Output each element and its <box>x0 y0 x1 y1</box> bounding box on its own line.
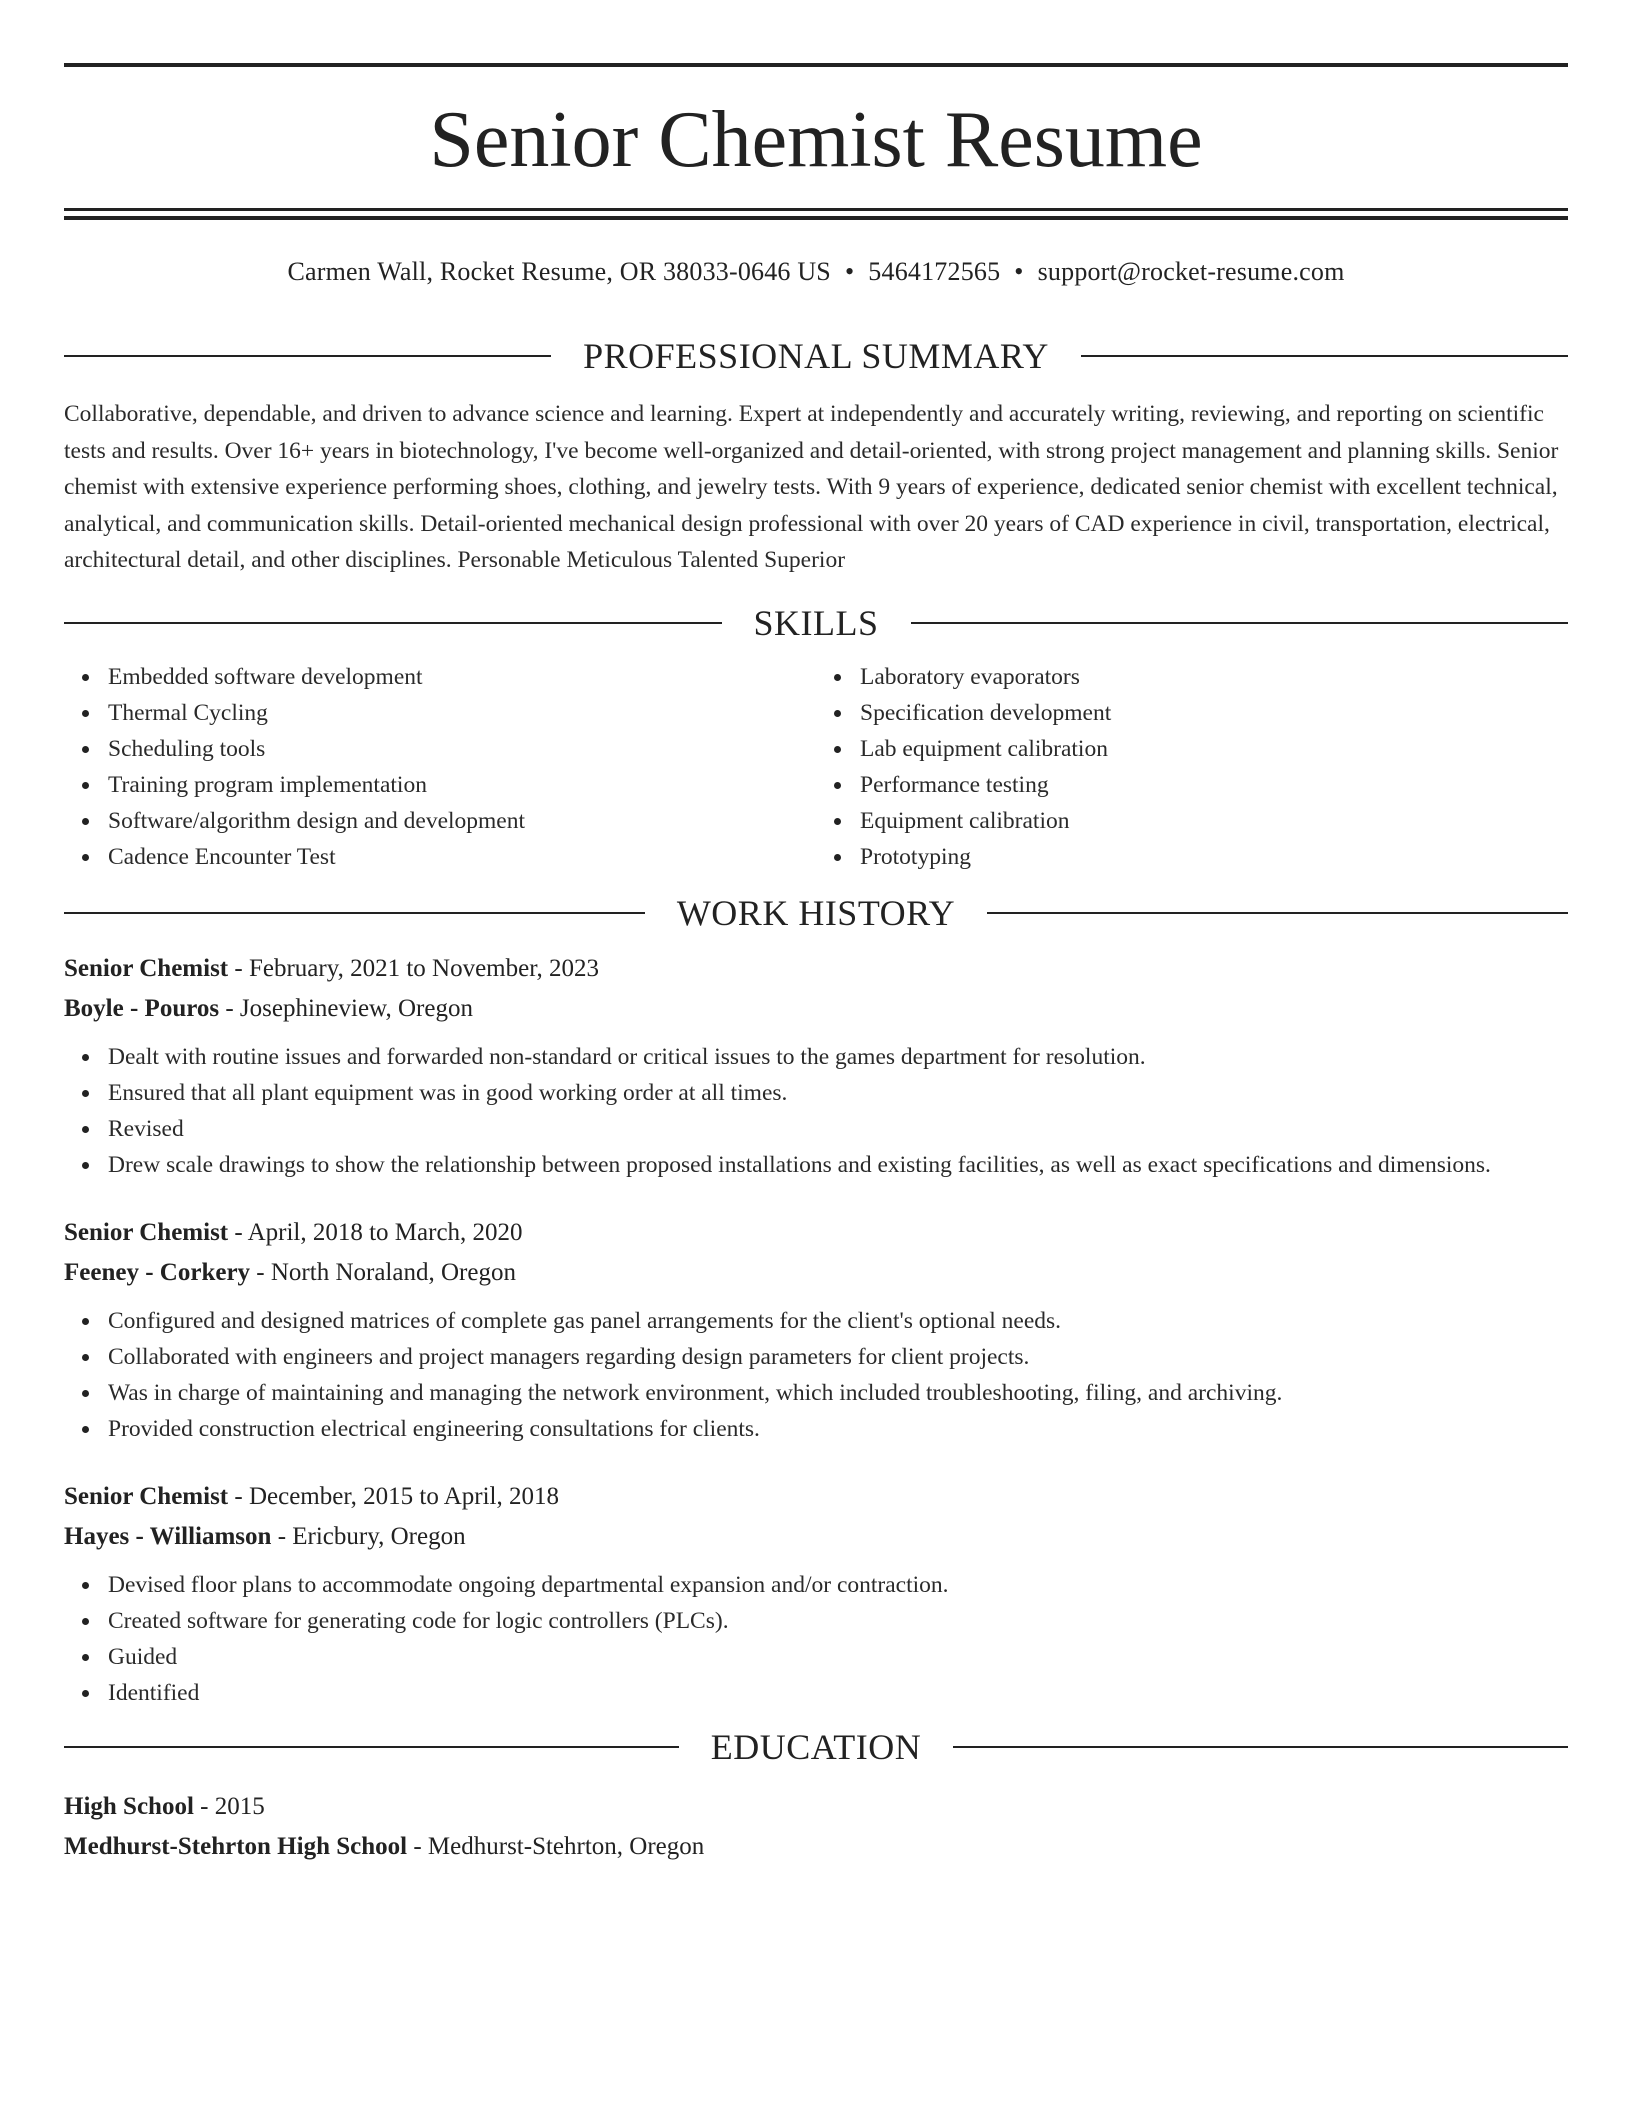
duty-item: Collaborated with engineers and project managers regarding design parameters for client projects. <box>108 1339 1568 1375</box>
heading-rule-right <box>953 1746 1568 1748</box>
summary-text: Collaborative, dependable, and driven to advance science and learning. Expert at independently and accurately writing, reviewing, and reporting on scientific tests and results. Over 16+ years in biotechnology, I've become well-organized and detail-oriented, with strong project management and planning skills. Senior chemist with extensive experience performing shoes, clothing, and jewelry tests. With 9 years of experience, dedicated senior chemist with excellent technical, analytical, and communication skills. Detail-oriented mechanical design professional with over 20 years of CAD experience in civil, transportation, electrical, architectural detail, and other disciplines. Personable Meticulous Talented Superior <box>64 401 1559 573</box>
job-title: Senior Chemist <box>64 1482 229 1510</box>
heading-rule-left <box>64 355 551 357</box>
resume-body <box>64 330 1568 1867</box>
skill-item: Embedded software development <box>108 659 816 695</box>
education-entry <box>64 1787 1568 1867</box>
duty-item: Configured and designed matrices of complete gas panel arrangements for the client's optional needs. <box>108 1303 1568 1339</box>
job-dates: December, 2015 to April, 2018 <box>248 1482 559 1510</box>
skills-heading-label: SKILLS <box>753 602 879 643</box>
contact-address: Carmen Wall, Rocket Resume, OR 38033-0646 US <box>287 257 831 286</box>
skill-item: Training program implementation <box>108 767 816 803</box>
education-degree: High School <box>64 1792 194 1820</box>
heading-rule-left <box>64 1746 679 1748</box>
skills-column-right <box>816 659 1568 875</box>
duty-item: Provided construction electrical engineering consultations for clients. <box>108 1411 1568 1447</box>
skill-item: Equipment calibration <box>860 803 1568 839</box>
job-title: Senior Chemist <box>64 1218 229 1246</box>
job-entry <box>64 1477 1568 1711</box>
job-company-line: Hayes - Williamson - Ericbury, Oregon <box>64 1522 466 1550</box>
duty-item: Created software for generating code for logic controllers (PLCs). <box>108 1603 1568 1639</box>
top-rule <box>64 63 1568 67</box>
job-company: Hayes - Williamson <box>64 1522 272 1550</box>
job-company-line: Feeney - Corkery - North Noraland, Oregon <box>64 1258 516 1286</box>
skill-item: Specification development <box>860 695 1568 731</box>
job-duties <box>64 1567 1568 1711</box>
job-title-line: Senior Chemist - February, 2021 to November, 2023 <box>64 954 600 982</box>
job-dates: February, 2021 to November, 2023 <box>248 954 600 982</box>
duty-item: Ensured that all plant equipment was in good working order at all times. <box>108 1075 1568 1111</box>
duty-item: Was in charge of maintaining and managing the network environment, which included troubleshooting, filing, and archiving. <box>108 1375 1568 1411</box>
job-entry <box>64 1213 1568 1447</box>
skill-item: Software/algorithm design and development <box>108 803 816 839</box>
education-school: Medhurst-Stehrton High School <box>64 1832 408 1860</box>
heading-rule-left <box>64 912 645 914</box>
title-rule-upper <box>64 208 1568 211</box>
education-location: Medhurst-Stehrton, Oregon <box>427 1832 705 1860</box>
work-history-heading <box>64 887 1568 939</box>
skill-item: Performance testing <box>860 767 1568 803</box>
job-title: Senior Chemist <box>64 954 229 982</box>
heading-rule-left <box>64 622 722 624</box>
job-company: Boyle - Pouros <box>64 994 220 1022</box>
job-location: Josephineview, Oregon <box>239 994 473 1022</box>
skills-heading <box>64 597 1568 649</box>
title-rule-lower <box>64 216 1568 220</box>
duty-item: Drew scale drawings to show the relationship between proposed installations and existing facilities, as well as exact specifications and dimensions. <box>108 1147 1568 1183</box>
skill-item: Thermal Cycling <box>108 695 816 731</box>
job-location: North Noraland, Oregon <box>270 1258 516 1286</box>
skill-item: Laboratory evaporators <box>860 659 1568 695</box>
education-heading <box>64 1721 1568 1773</box>
duty-item: Identified <box>108 1675 1568 1711</box>
contact-separator: • <box>1014 257 1024 286</box>
resume-title: Senior Chemist Resume <box>429 96 1203 184</box>
education-year: 2015 <box>214 1792 265 1820</box>
job-location: Ericbury, Oregon <box>292 1522 466 1550</box>
skill-item: Scheduling tools <box>108 731 816 767</box>
contact-line <box>64 254 1568 290</box>
job-company-line: Boyle - Pouros - Josephineview, Oregon <box>64 994 473 1022</box>
job-duties <box>64 1039 1568 1183</box>
skill-item: Prototyping <box>860 839 1568 875</box>
job-duties <box>64 1303 1568 1447</box>
duty-item: Dealt with routine issues and forwarded non-standard or critical issues to the games department for resolution. <box>108 1039 1568 1075</box>
skills-column-left <box>64 659 816 875</box>
job-title-line: Senior Chemist - December, 2015 to April, 2018 <box>64 1482 559 1510</box>
education-degree-line: High School - 2015 <box>64 1792 265 1820</box>
education-heading-label: EDUCATION <box>710 1726 922 1767</box>
duty-item: Revised <box>108 1111 1568 1147</box>
heading-rule-right <box>1081 355 1568 357</box>
work-history-heading-label: WORK HISTORY <box>676 892 956 933</box>
job-company: Feeney - Corkery <box>64 1258 251 1286</box>
job-entry <box>64 949 1568 1183</box>
summary-heading <box>64 330 1568 382</box>
summary-heading-label: PROFESSIONAL SUMMARY <box>583 336 1049 376</box>
skill-item: Lab equipment calibration <box>860 731 1568 767</box>
job-dates: April, 2018 to March, 2020 <box>247 1218 523 1246</box>
heading-rule-right <box>911 622 1569 624</box>
skills-list <box>64 659 1568 875</box>
duty-item: Guided <box>108 1639 1568 1675</box>
job-title-line: Senior Chemist - April, 2018 to March, 2020 <box>64 1218 523 1246</box>
contact-email: support@rocket-resume.com <box>1037 257 1345 286</box>
duty-item: Devised floor plans to accommodate ongoing departmental expansion and/or contraction. <box>108 1567 1568 1603</box>
contact-separator: • <box>844 257 855 286</box>
heading-rule-right <box>987 912 1568 914</box>
contact-phone: 5464172565 <box>868 257 1001 286</box>
skill-item: Cadence Encounter Test <box>108 839 816 875</box>
education-school-line: Medhurst-Stehrton High School - Medhurst-Stehrton, Oregon <box>64 1832 705 1860</box>
